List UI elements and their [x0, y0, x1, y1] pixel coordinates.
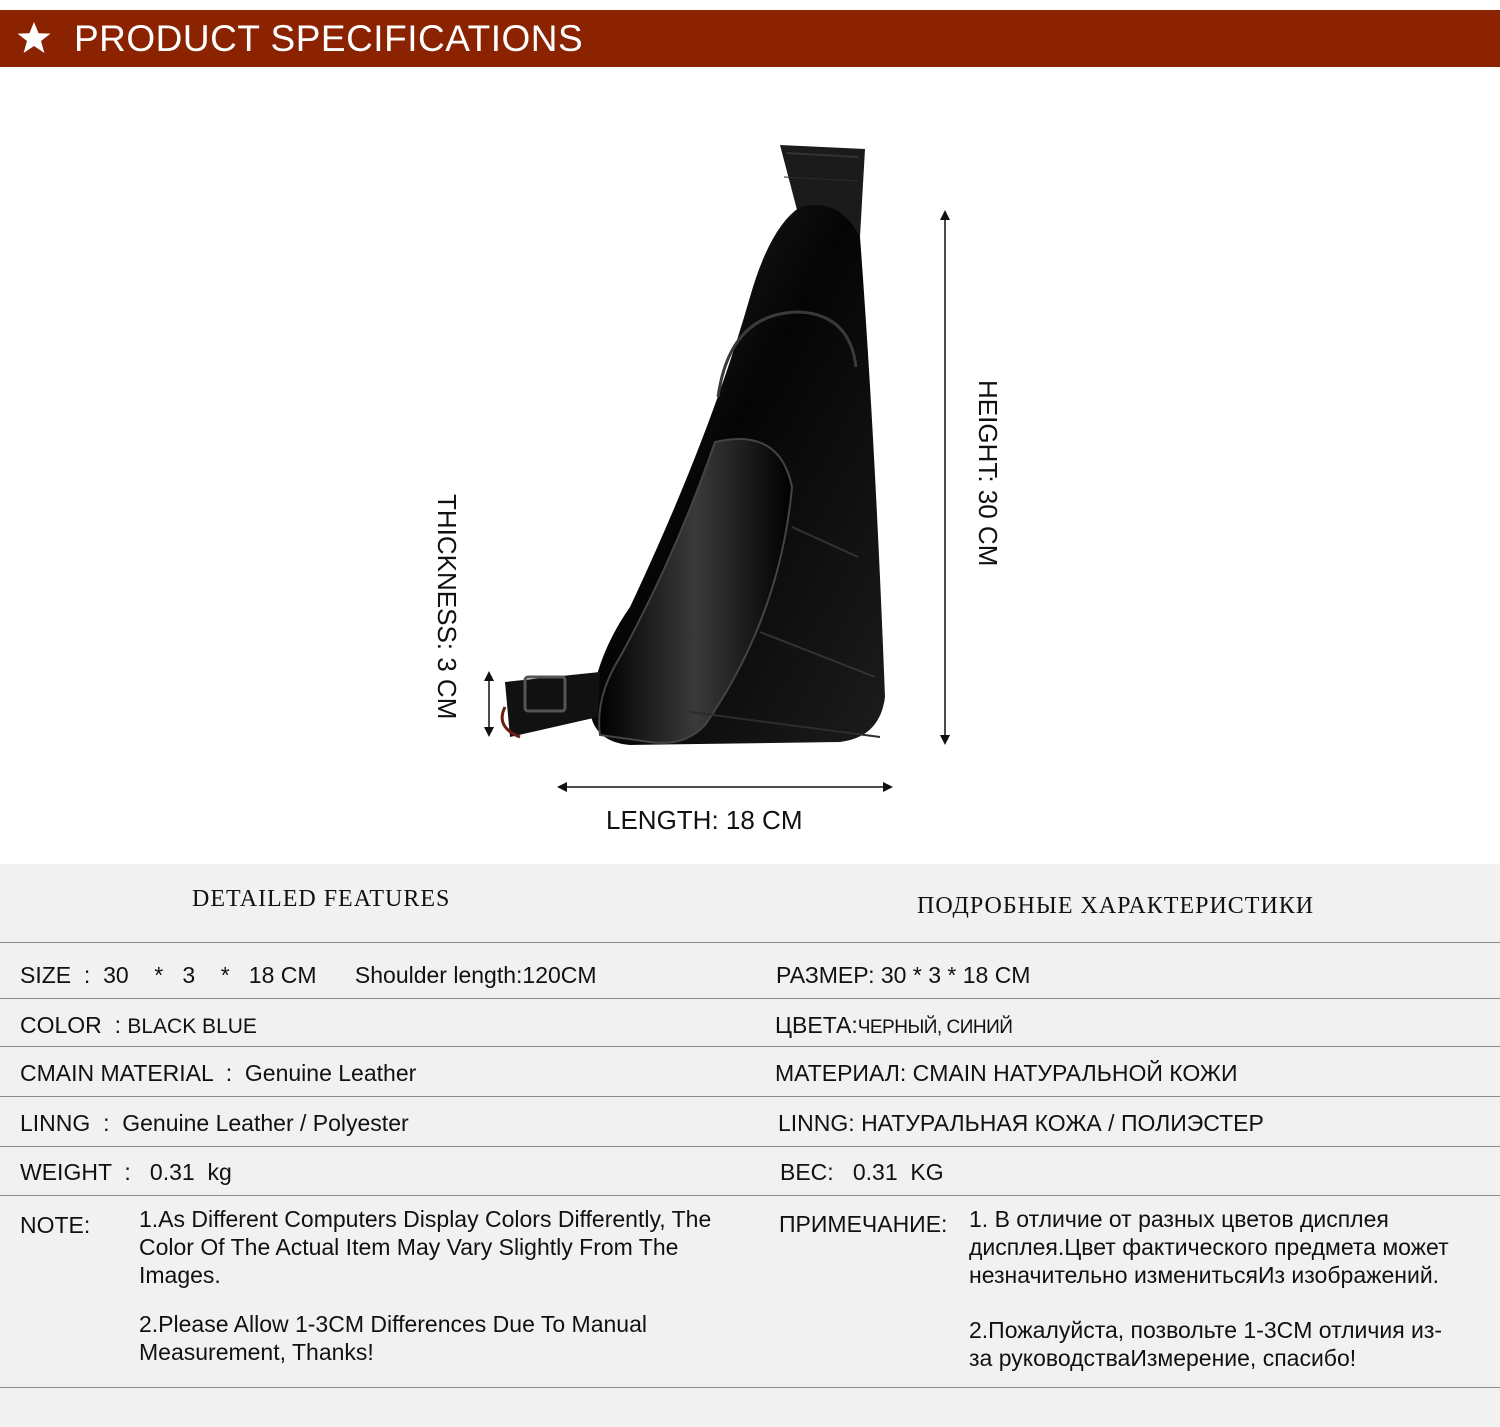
features-heading-ru: ПОДРОБНЫЕ ХАРАКТЕРИСТИКИ — [917, 893, 1315, 919]
height-label: HEIGHT: 30 CM — [973, 380, 1003, 567]
thickness-label: THICKNESS: 3 CM — [432, 494, 462, 720]
sling-bag-image — [480, 137, 900, 757]
divider — [0, 1195, 1500, 1196]
product-image-area — [0, 67, 1500, 864]
divider — [0, 1146, 1500, 1147]
lining-en: LINNG : Genuine Leather / Polyester — [20, 1110, 409, 1136]
color-label-en: COLOR : — [20, 1012, 128, 1038]
star-icon — [16, 20, 52, 56]
divider — [0, 998, 1500, 999]
note-en-2: 2.Please Allow 1-3CM Differences Due To Manual Measurement, Thanks! — [139, 1311, 647, 1365]
color-value-en: BLACK BLUE — [127, 1015, 257, 1038]
note-label-ru: ПРИМЕЧАНИЕ: — [779, 1211, 948, 1237]
note-ru-1: 1. В отличие от разных цветов дисплея дисплея.Цвет фактического предмета может незначительно изменитьсяИз изображений. — [969, 1206, 1449, 1288]
size-en: SIZE : 30 * 3 * 18 CM Shoulder length:120CM — [20, 962, 597, 988]
thickness-arrow — [481, 671, 497, 737]
color-en — [20, 1012, 257, 1039]
note-ru-2: 2.Пожалуйста, позвольте 1-3CM отличия из-за руководстваИзмерение, спасибо! — [969, 1317, 1443, 1371]
divider — [0, 1387, 1500, 1388]
note-label-en: NOTE: — [20, 1212, 91, 1238]
header-title: PRODUCT SPECIFICATIONS — [74, 18, 584, 59]
material-en: CMAIN MATERIAL : Genuine Leather — [20, 1060, 417, 1086]
weight-en: WEIGHT : 0.31 kg — [20, 1159, 232, 1185]
size-ru: РАЗМЕР: 30 * 3 * 18 CM — [776, 962, 1031, 988]
color-value-ru: ЧЕРНЫЙ, СИНИЙ — [857, 1017, 1013, 1038]
lining-ru: LINNG: НАТУРАЛЬНАЯ КОЖА / ПОЛИЭСТЕР — [778, 1110, 1264, 1136]
length-arrow — [557, 779, 893, 795]
detailed-features-section — [0, 864, 1500, 1427]
divider — [0, 1096, 1500, 1097]
divider — [0, 942, 1500, 943]
color-ru — [775, 1012, 1012, 1039]
note-en-1: 1.As Different Computers Display Colors Differently, The Color Of The Actual Item May Vary Slightly From The Images. — [139, 1206, 712, 1288]
section-header — [0, 10, 1500, 67]
features-heading-en: DETAILED FEATURES — [192, 886, 451, 912]
length-label: LENGTH: 18 CM — [606, 805, 803, 835]
weight-ru: ВЕС: 0.31 KG — [780, 1159, 944, 1185]
material-ru: МАТЕРИАЛ: CMAIN НАТУРАЛЬНОЙ КОЖИ — [775, 1060, 1238, 1086]
color-label-ru: ЦВЕТА: — [775, 1012, 858, 1038]
divider — [0, 1046, 1500, 1047]
height-arrow — [937, 210, 953, 745]
